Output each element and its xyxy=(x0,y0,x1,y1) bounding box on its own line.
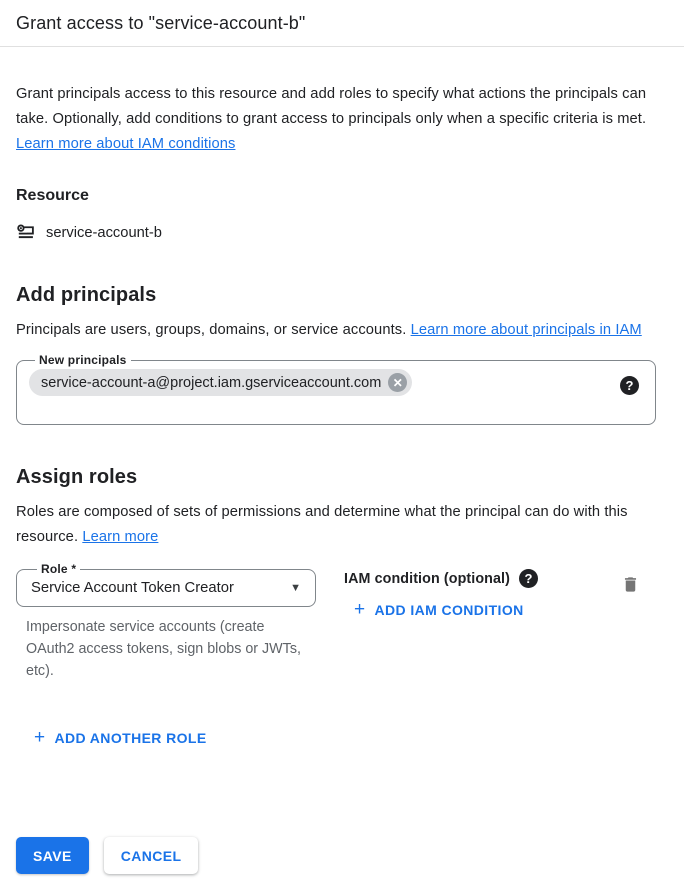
assign-roles-description xyxy=(16,500,656,550)
iam-condition-label: IAM condition (optional) xyxy=(344,570,510,587)
service-account-icon xyxy=(16,222,37,243)
chip-close-icon[interactable]: ✕ xyxy=(388,373,407,392)
roles-learn-more-link[interactable]: Learn more xyxy=(82,529,159,545)
role-row xyxy=(16,562,668,682)
iam-conditions-link[interactable]: Learn more about IAM conditions xyxy=(16,136,236,152)
intro-paragraph xyxy=(16,82,656,157)
role-helper-text: Impersonate service accounts (create OAuth2 access tokens, sign blobs or JWTs, etc). xyxy=(26,619,301,679)
add-principals-description xyxy=(16,318,656,343)
principal-chip-text: service-account-a@project.iam.gserviceaccount.com xyxy=(41,374,382,391)
role-column xyxy=(16,562,316,682)
add-another-role-label: ADD ANOTHER ROLE xyxy=(54,729,207,746)
resource-row xyxy=(16,222,668,243)
role-label: Role * xyxy=(41,562,77,576)
delete-column xyxy=(621,562,640,600)
chevron-down-icon: ▼ xyxy=(290,582,301,594)
plus-icon: + xyxy=(34,727,46,748)
add-another-role-button[interactable] xyxy=(34,728,207,747)
add-iam-condition-label: ADD IAM CONDITION xyxy=(374,601,524,618)
new-principals-label: New principals xyxy=(39,353,127,367)
add-principals-heading: Add principals xyxy=(16,284,157,306)
dialog-title: Grant access to "service-account-b" xyxy=(16,13,306,33)
roles-desc-text: Roles are composed of sets of permissions and determine what the principal can do with this resource. xyxy=(16,504,628,545)
role-selected-value: Service Account Token Creator xyxy=(31,580,234,596)
plus-icon: + xyxy=(354,599,366,620)
iam-condition-column xyxy=(344,562,621,620)
new-principals-field[interactable] xyxy=(16,353,656,425)
principals-desc-text: Principals are users, groups, domains, or service accounts. xyxy=(16,322,407,338)
intro-text: Grant principals access to this resource and add roles to specify what actions the principals can take. Optionally, add conditions to grant access to principals only when a specific criteria is met. xyxy=(16,86,647,127)
principals-link[interactable]: Learn more about principals in IAM xyxy=(410,322,642,338)
dialog-body xyxy=(0,82,684,748)
resource-heading: Resource xyxy=(16,187,89,204)
iam-condition-help-icon[interactable]: ? xyxy=(519,569,538,588)
trash-icon xyxy=(621,574,640,595)
add-iam-condition-button[interactable] xyxy=(354,600,524,619)
role-select[interactable] xyxy=(16,562,316,607)
principals-help-icon[interactable]: ? xyxy=(620,376,639,395)
save-button[interactable]: SAVE xyxy=(16,837,89,874)
resource-name: service-account-b xyxy=(46,224,162,241)
principal-chip xyxy=(29,369,412,396)
assign-roles-heading: Assign roles xyxy=(16,466,138,488)
dialog-header xyxy=(0,0,684,47)
dialog-footer xyxy=(16,837,198,874)
cancel-button[interactable]: CANCEL xyxy=(104,837,199,874)
delete-role-button[interactable] xyxy=(621,574,640,598)
